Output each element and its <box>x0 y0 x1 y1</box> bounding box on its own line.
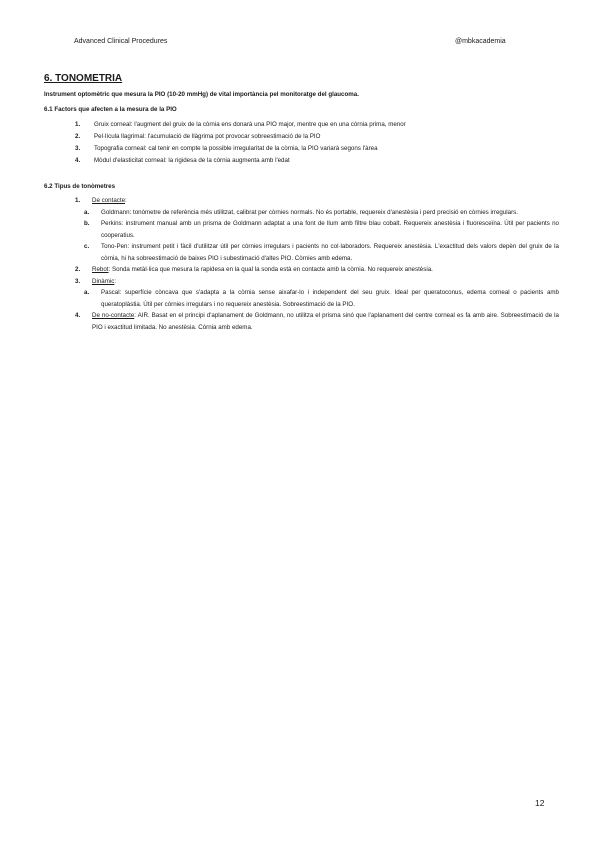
sub-text: Goldmann: tonòmetre de referència més utilitzat, calibrat per còrnies normals. No és portable, requereix d'anestèsia i perd precisió en còrnies irregulars. <box>101 208 518 216</box>
list-item <box>75 155 555 167</box>
label-suffix: : <box>125 197 127 204</box>
section-intro: Instrument optomètric que mesura la PIO (10-20 mmHg) de vital importància pel monitoratge del glaucoma. <box>44 91 359 98</box>
types-title: 6.2 Tipus de tonòmetres <box>44 183 116 190</box>
sub-letter: c. <box>84 243 90 250</box>
sub-text: Pascal: superfície còncava que s'adapta a la còrnia sense aixafar-lo i independent del seu gruix. Ideal per queratoconus, edema corneal o pacients amb queratoplàstia. Útil per còrnies irregulars i no requereix anestèsia. Sobreestimació de la PIO. <box>101 289 559 308</box>
list-number: 3. <box>75 145 81 152</box>
list-number: 1. <box>75 197 81 204</box>
type-label: Dinàmic <box>92 277 115 285</box>
list-number: 4. <box>75 312 81 319</box>
label-suffix: : <box>114 277 117 285</box>
list-item <box>75 143 555 155</box>
list-item <box>75 119 555 131</box>
type-label: Rebot <box>92 266 109 273</box>
list-item <box>75 264 559 276</box>
factors-title: 6.1 Factors que afecten a la mesura de la PIO <box>44 106 177 113</box>
list-item <box>75 131 555 143</box>
sub-item <box>84 218 559 241</box>
page-number: 12 <box>535 798 545 808</box>
list-number: 2. <box>75 266 81 273</box>
type-label: De contacte <box>92 197 126 204</box>
list-number: 2. <box>75 133 81 140</box>
types-list <box>75 195 559 333</box>
list-text: Topografia corneal: cal tenir en compte la possible irregularitat de la còrnia, la PIO variarà segons l'àrea <box>94 145 378 152</box>
sub-text: Tono-Pen: instrument petit i fàcil d'utilitzar útil per còrnies irregulars i pacients no col·laboradors. Requereix anestèsia. L'exactitud dels valors depèn del gruix de la còrnia, hi ha sobreestimació de baixes PIO i subestimació d'altes PIO. Còrnies amb edema. <box>101 243 559 262</box>
header-title: Advanced Clinical Procedures <box>74 38 168 45</box>
list-text: Gruix corneal: l'augment del gruix de la còrnia ens donarà una PIO major, mentre que en una còrnia prima, menor <box>94 121 406 128</box>
list-item <box>75 276 559 288</box>
sub-item <box>84 287 559 310</box>
list-text: Pel·lícula llagrimal: l'acumulació de llàgrima pot provocar sobreestimació de la PIO <box>94 133 321 140</box>
sub-letter: a. <box>84 208 90 216</box>
sub-item <box>84 207 559 219</box>
list-item <box>75 195 559 207</box>
sub-letter: a. <box>84 289 90 296</box>
list-number: 4. <box>75 157 81 164</box>
factors-list <box>75 119 555 167</box>
sub-text: Perkins: instrument manual amb un prisma de Goldmann adaptat a una font de llum amb filtre blau cobalt. Requereix anestèsia i fluoresceïna. Útil per pacients no cooperatius. <box>101 220 559 239</box>
list-item <box>75 310 559 333</box>
list-number: 1. <box>75 121 81 128</box>
list-text: Mòdul d'elasticitat corneal: la rigidesa de la còrnia augmenta amb l'edat <box>94 157 290 164</box>
type-label: De no-contacte <box>92 312 135 319</box>
type-text: : AIR. Basat en el principi d'aplanament de Goldmann, no utilitza el prisma sinó que l'aplanament del centre corneal es fa amb aire. Sobreestimació de la PIO i exactitud limitada. No anestèsia. Còrnia amb edema. <box>92 312 559 331</box>
list-number: 3. <box>75 277 81 285</box>
sub-letter: b. <box>84 220 90 227</box>
header-handle: @mbkacademia <box>455 38 506 45</box>
sub-item <box>84 241 559 264</box>
type-text: : Sonda metàl·lica que mesura la rapidesa en la qual la sonda està en contacte amb la còrnia. No requereix anestèsia. <box>108 266 433 273</box>
section-title: 6. TONOMETRIA <box>44 73 123 84</box>
